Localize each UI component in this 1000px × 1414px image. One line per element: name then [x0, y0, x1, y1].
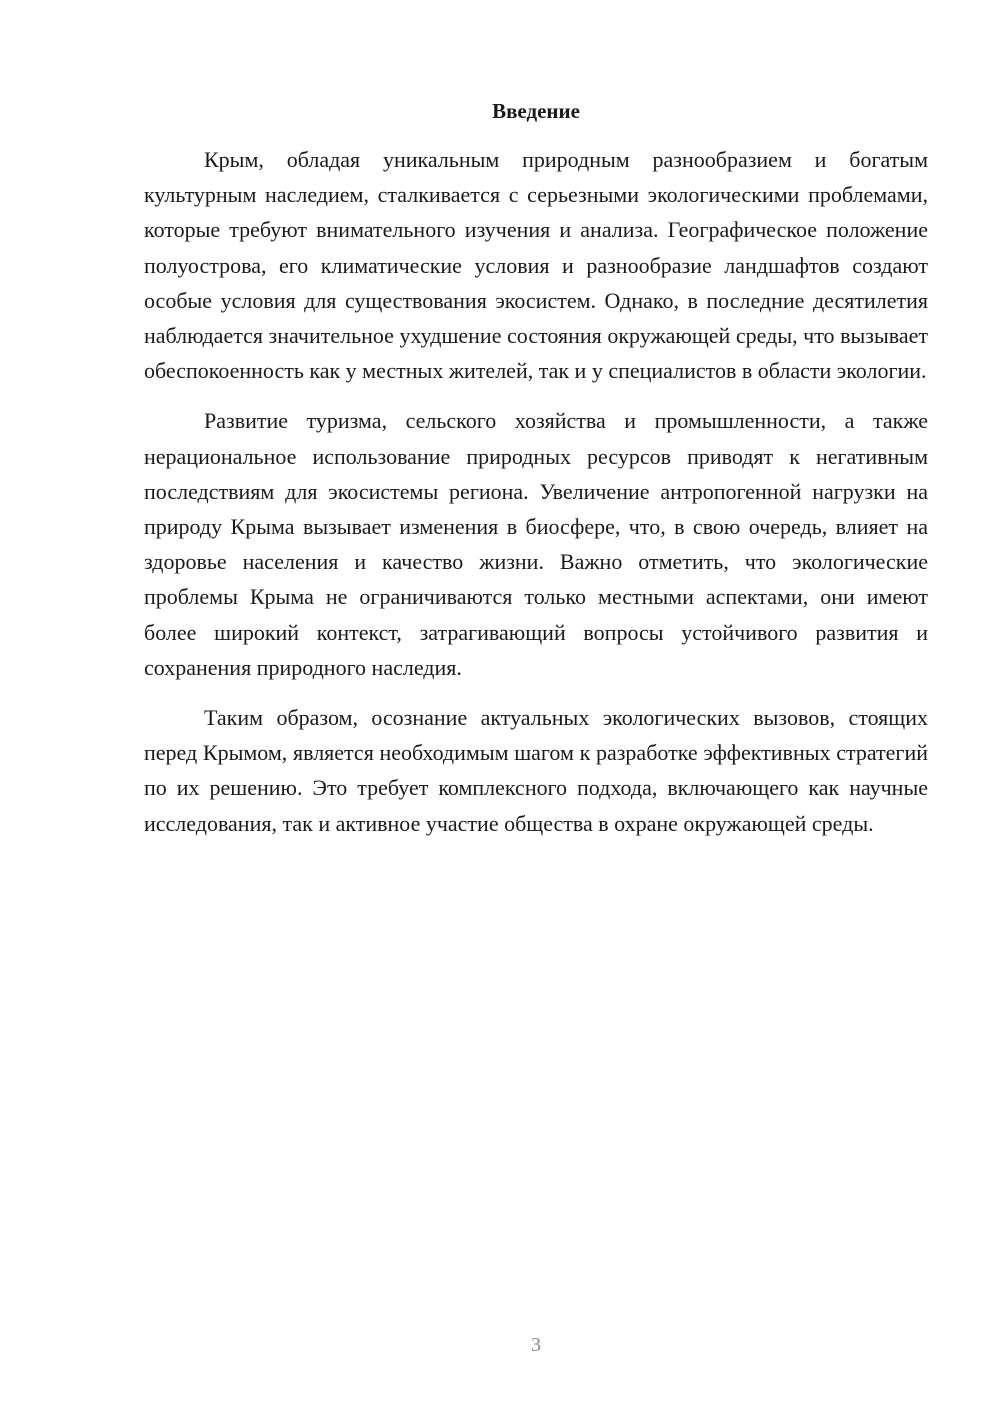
paragraph-2: Развитие туризма, сельского хозяйства и промышленности, а также нерациональное использование природных ресурсов приводят к негативным последствиям для экосистемы региона. Увеличение антропогенной нагрузки на природу Крыма вызывает изменения в биосфере, что, в свою очередь, влияет на здоровье населения и качество жизни. Важно отметить, что экологические проблемы Крыма не ограничиваются только местными аспектами, они имеют более широкий контекст, затрагивающий вопросы устойчивого развития и сохранения природного наследия.: [144, 408, 928, 680]
body-text: [144, 142, 928, 841]
paragraph-1: Крым, обладая уникальным природным разнообразием и богатым культурным наследием, сталкивается с серьезными экологическими проблемами, которые требуют внимательного изучения и анализа. Географическое положение полуострова, его климатические условия и разнообразие ландшафтов создают особые условия для существования экосистем. Однако, в последние десятилетия наблюдается значительное ухудшение состояния окружающей среды, что вызывает обеспокоенность как у местных жителей, так и у специалистов в области экологии.: [144, 147, 928, 384]
section-title: Введение: [492, 99, 580, 123]
paragraph-3: Таким образом, осознание актуальных экологических вызовов, стоящих перед Крымом, является необходимым шагом к разработке эффективных стратегий по их решению. Это требует комплексного подхода, включающего как научные исследования, так и активное участие общества в охране окружающей среды.: [144, 705, 928, 836]
page-number: 3: [531, 1334, 541, 1356]
